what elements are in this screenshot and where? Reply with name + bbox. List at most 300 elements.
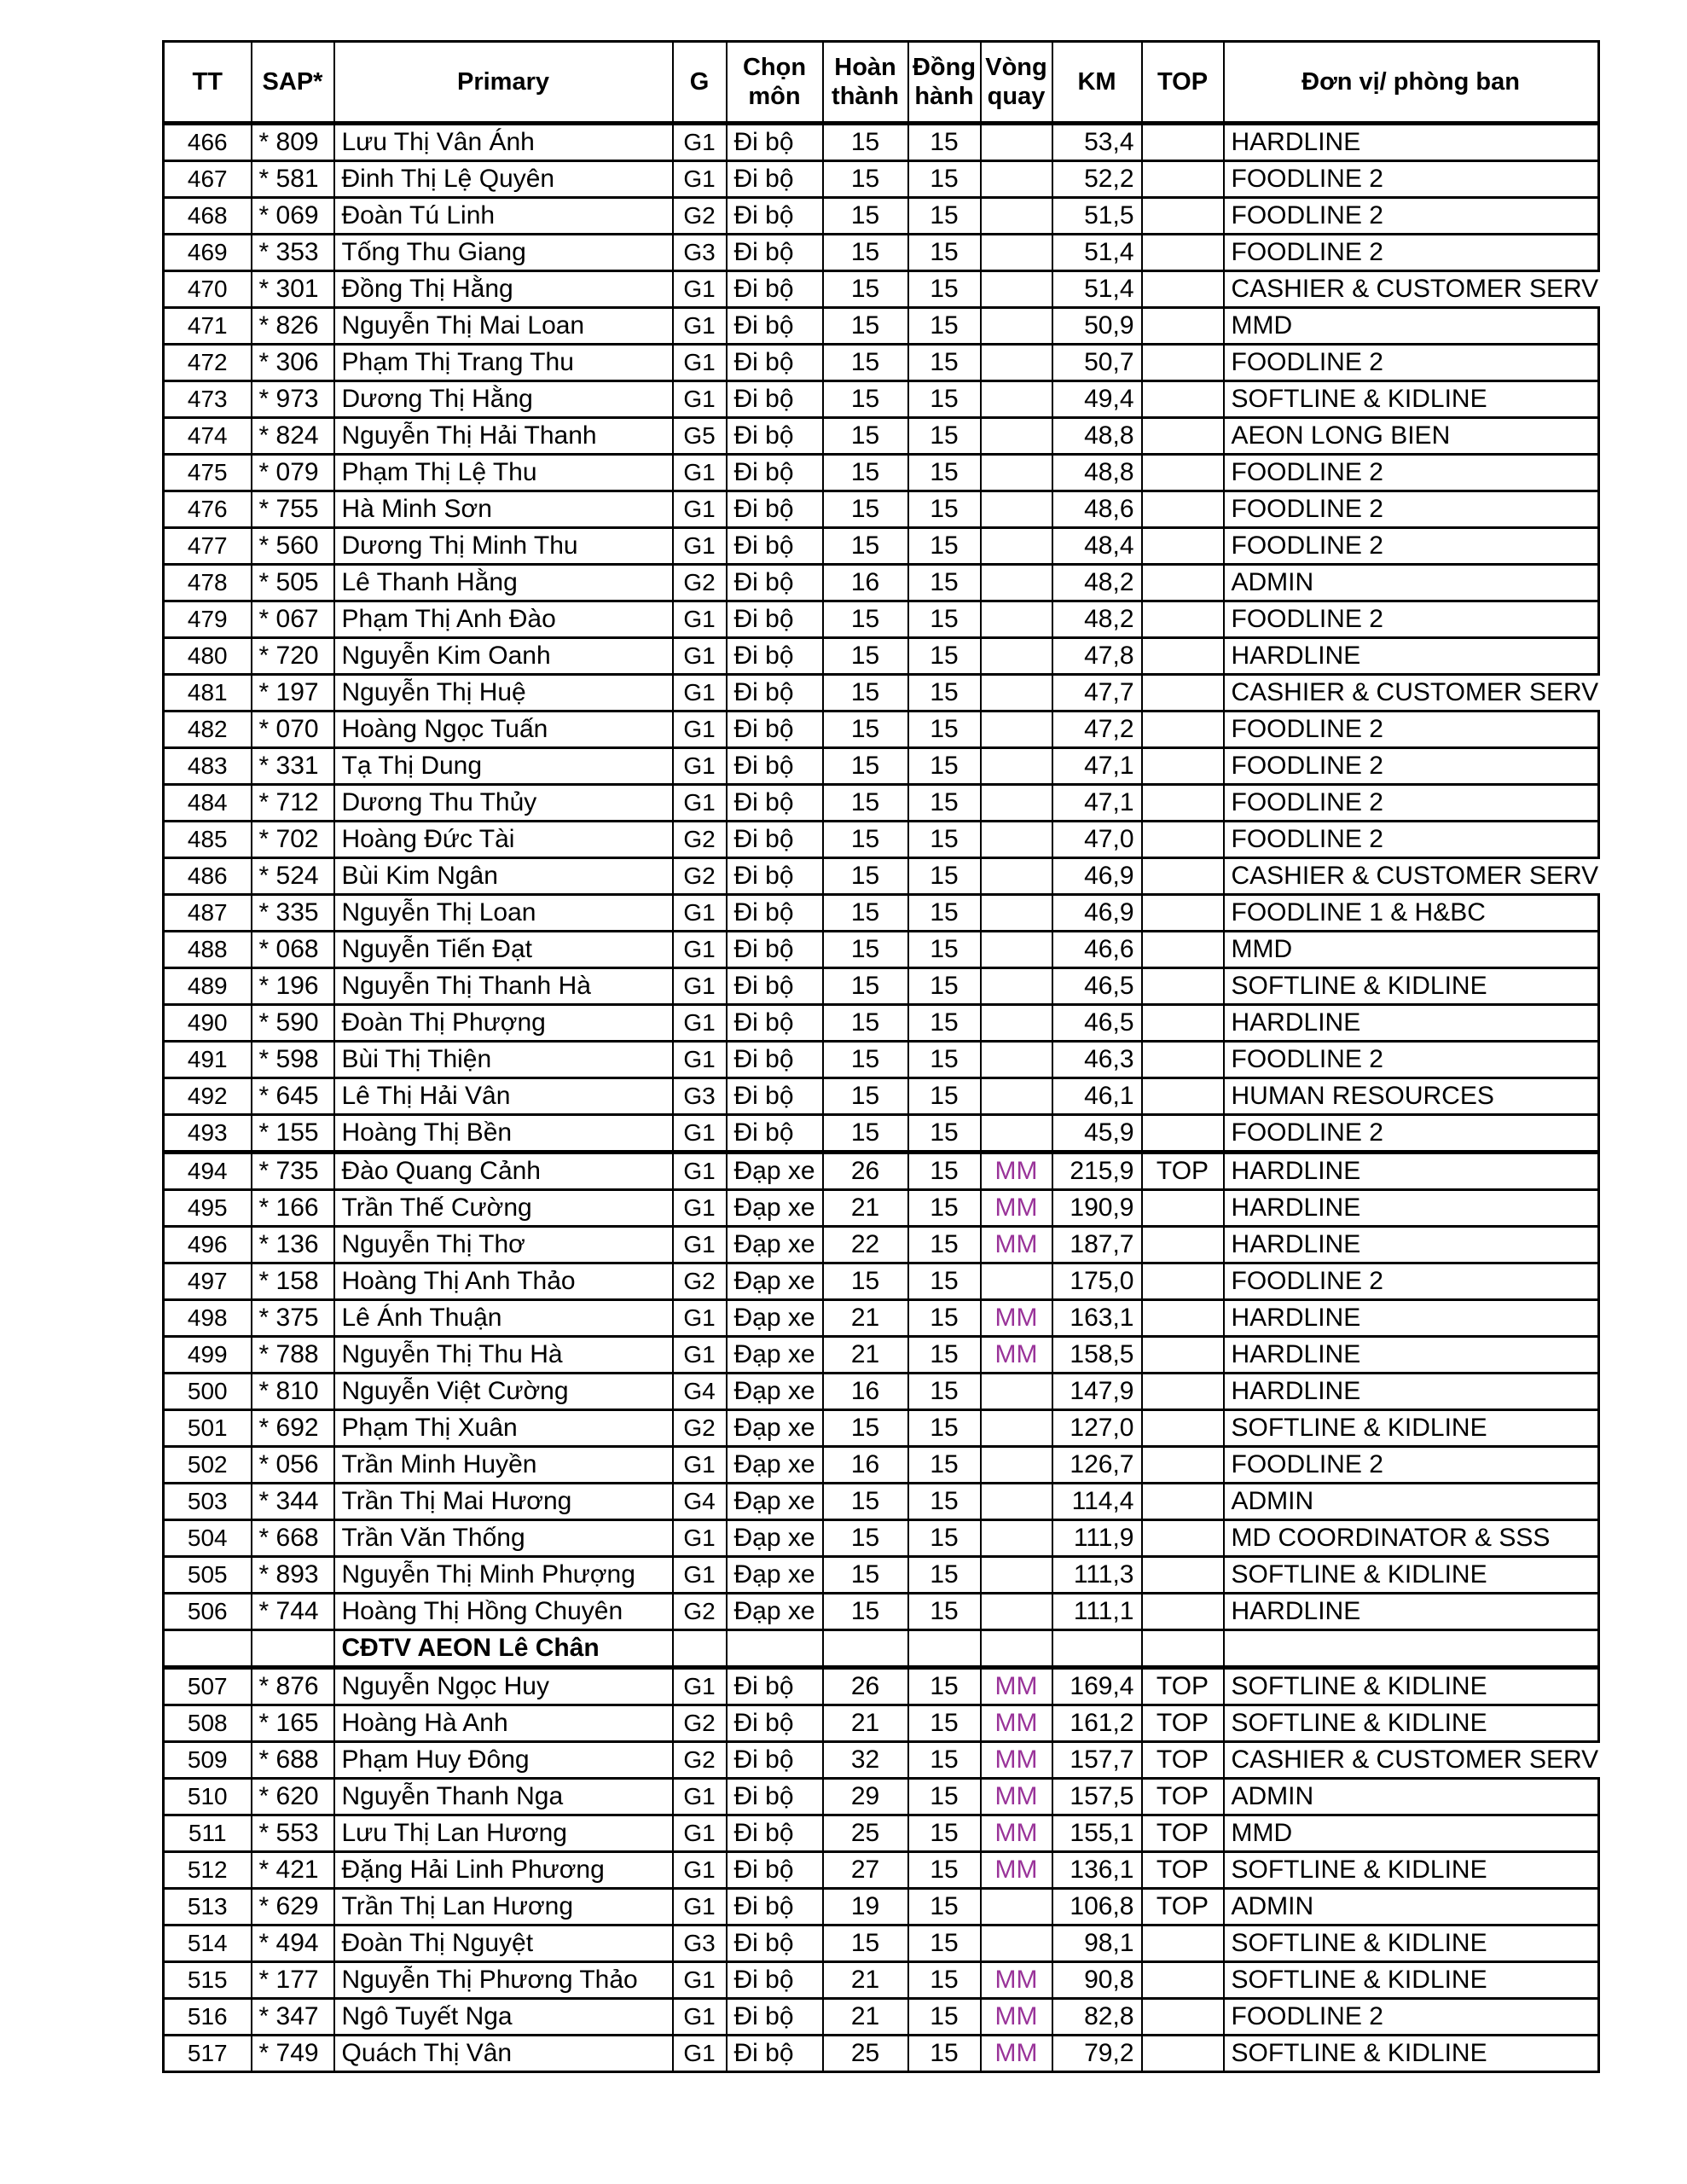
- cell-g: G2: [673, 1742, 727, 1779]
- cell-tt: 489: [164, 968, 252, 1005]
- cell-g: G1: [673, 1153, 727, 1190]
- cell-hoan: 15: [823, 418, 908, 455]
- cell-vong: [981, 1520, 1052, 1557]
- cell-g: G1: [673, 712, 727, 748]
- cell-top: TOP: [1142, 1889, 1224, 1926]
- header-dept: Đơn vị/ phòng ban: [1224, 42, 1599, 124]
- cell-sap: * 421: [252, 1852, 334, 1889]
- cell-tt: 467: [164, 161, 252, 198]
- cell-vong: [981, 1557, 1052, 1594]
- cell-dept: ADMIN: [1224, 1779, 1599, 1815]
- cell-mon: Đi bộ: [727, 968, 823, 1005]
- cell-name: Nguyễn Thị Thơ: [334, 1227, 673, 1263]
- cell-mon: Đi bộ: [727, 1005, 823, 1042]
- cell-tt: 487: [164, 895, 252, 932]
- cell-dong: 15: [908, 345, 981, 381]
- cell-mon: Đi bộ: [727, 271, 823, 308]
- cell-dept: ADMIN: [1224, 1889, 1599, 1926]
- cell-dept: FOODLINE 2: [1224, 1263, 1599, 1300]
- cell-g: G1: [673, 601, 727, 638]
- table-row: [164, 1005, 1599, 1042]
- cell-name: Nguyễn Kim Oanh: [334, 638, 673, 675]
- cell-name: Nguyễn Tiến Đạt: [334, 932, 673, 968]
- cell-hoan: 15: [823, 381, 908, 418]
- cell-vong: [981, 1078, 1052, 1115]
- cell-name: Lê Thanh Hằng: [334, 565, 673, 601]
- table-row: [164, 675, 1599, 712]
- cell-name: Nguyễn Thị Thu Hà: [334, 1337, 673, 1374]
- header-tt: TT: [164, 42, 252, 124]
- cell-dept: FOODLINE 2: [1224, 712, 1599, 748]
- cell-sap: * 824: [252, 418, 334, 455]
- cell-name: Nguyễn Thị Mai Loan: [334, 308, 673, 345]
- cell-km: 215,9: [1052, 1153, 1142, 1190]
- cell-hoan: 15: [823, 858, 908, 895]
- cell-dong: 15: [908, 1668, 981, 1705]
- cell-mon: Đạp xe: [727, 1337, 823, 1374]
- header-top: TOP: [1142, 42, 1224, 124]
- cell-name: Hoàng Đức Tài: [334, 822, 673, 858]
- cell-km: 49,4: [1052, 381, 1142, 418]
- cell-top: [1142, 124, 1224, 161]
- cell-sap: * 165: [252, 1705, 334, 1742]
- cell-mon: Đi bộ: [727, 161, 823, 198]
- cell-dong: 15: [908, 748, 981, 785]
- cell-g: G3: [673, 1078, 727, 1115]
- cell-hoan: 15: [823, 308, 908, 345]
- cell-g: G2: [673, 858, 727, 895]
- cell-name: Hoàng Thị Bền: [334, 1115, 673, 1153]
- cell-sap: * 068: [252, 932, 334, 968]
- cell-sap: * 070: [252, 712, 334, 748]
- cell-g: G2: [673, 1410, 727, 1447]
- cell-km: 47,0: [1052, 822, 1142, 858]
- cell-km: 147,9: [1052, 1374, 1142, 1410]
- cell-mon: Đi bộ: [727, 785, 823, 822]
- cell-km: 136,1: [1052, 1852, 1142, 1889]
- cell-g: G2: [673, 198, 727, 235]
- cell-hoan: 15: [823, 1042, 908, 1078]
- table-row: [164, 1227, 1599, 1263]
- cell-hoan: 15: [823, 1926, 908, 1962]
- cell-dept: SOFTLINE & KIDLINE: [1224, 1926, 1599, 1962]
- table-row: [164, 345, 1599, 381]
- cell-top: TOP: [1142, 1742, 1224, 1779]
- cell-mon: Đi bộ: [727, 1742, 823, 1779]
- cell-km: 98,1: [1052, 1926, 1142, 1962]
- cell-tt: 498: [164, 1300, 252, 1337]
- cell-vong: [981, 161, 1052, 198]
- cell-name: Tống Thu Giang: [334, 235, 673, 271]
- cell-tt: 501: [164, 1410, 252, 1447]
- cell-top: [1142, 1263, 1224, 1300]
- cell-mon: Đi bộ: [727, 1999, 823, 2036]
- cell-g: G5: [673, 418, 727, 455]
- cell-vong: [981, 308, 1052, 345]
- cell-tt: 494: [164, 1153, 252, 1190]
- cell-dong: 15: [908, 455, 981, 491]
- cell-tt: 491: [164, 1042, 252, 1078]
- cell-dept: HARDLINE: [1224, 1005, 1599, 1042]
- cell-g: G1: [673, 1779, 727, 1815]
- cell-km: 48,2: [1052, 565, 1142, 601]
- cell-km: 111,1: [1052, 1594, 1142, 1630]
- cell-vong: [981, 1115, 1052, 1153]
- cell-km: 157,5: [1052, 1779, 1142, 1815]
- cell-sap: * 668: [252, 1520, 334, 1557]
- cell-dong: 15: [908, 198, 981, 235]
- cell-name: Lưu Thị Vân Ánh: [334, 124, 673, 161]
- cell-tt: 483: [164, 748, 252, 785]
- cell-name: Nguyễn Thị Thanh Hà: [334, 968, 673, 1005]
- cell-top: [1142, 638, 1224, 675]
- cell-g: G2: [673, 1705, 727, 1742]
- cell-sap: * 166: [252, 1190, 334, 1227]
- cell-tt: 484: [164, 785, 252, 822]
- cell-mon: Đi bộ: [727, 565, 823, 601]
- cell-tt: 497: [164, 1263, 252, 1300]
- cell-vong: [981, 1042, 1052, 1078]
- cell-dept: HARDLINE: [1224, 1153, 1599, 1190]
- cell-mon: Đạp xe: [727, 1447, 823, 1484]
- cell-dong: 15: [908, 932, 981, 968]
- cell-dong: 15: [908, 1337, 981, 1374]
- cell-name: Trần Thế Cường: [334, 1190, 673, 1227]
- cell-sap: * 720: [252, 638, 334, 675]
- cell-tt: 471: [164, 308, 252, 345]
- cell-g: G1: [673, 1115, 727, 1153]
- cell-mon: Đạp xe: [727, 1227, 823, 1263]
- cell-hoan: 15: [823, 895, 908, 932]
- cell-name: Đinh Thị Lệ Quyên: [334, 161, 673, 198]
- cell-vong: MM: [981, 1815, 1052, 1852]
- header-sap: SAP*: [252, 42, 334, 124]
- table-row: [164, 1668, 1599, 1705]
- cell-hoan: 21: [823, 1300, 908, 1337]
- cell-tt: 472: [164, 345, 252, 381]
- cell-km: 175,0: [1052, 1263, 1142, 1300]
- cell-dept: SOFTLINE & KIDLINE: [1224, 1410, 1599, 1447]
- cell-dong: 15: [908, 712, 981, 748]
- cell-mon: Đạp xe: [727, 1263, 823, 1300]
- cell-vong: [981, 822, 1052, 858]
- cell-top: [1142, 1190, 1224, 1227]
- cell-tt: 517: [164, 2036, 252, 2072]
- table-row: [164, 124, 1599, 161]
- cell-name: Đào Quang Cảnh: [334, 1153, 673, 1190]
- table-row: [164, 748, 1599, 785]
- cell-sap: * 301: [252, 271, 334, 308]
- table-row: [164, 1190, 1599, 1227]
- cell-vong: [981, 1005, 1052, 1042]
- table-row: [164, 1410, 1599, 1447]
- cell-dept: FOODLINE 2: [1224, 785, 1599, 822]
- cell-sap: * 158: [252, 1263, 334, 1300]
- cell-tt: 510: [164, 1779, 252, 1815]
- cell-g: [673, 1630, 727, 1668]
- table-row: [164, 1263, 1599, 1300]
- cell-dong: 15: [908, 1115, 981, 1153]
- cell-sap: * 069: [252, 198, 334, 235]
- cell-tt: 475: [164, 455, 252, 491]
- cell-sap: * 712: [252, 785, 334, 822]
- cell-name: Phạm Huy Đông: [334, 1742, 673, 1779]
- cell-dong: 15: [908, 1410, 981, 1447]
- cell-dept: AEON LONG BIEN: [1224, 418, 1599, 455]
- cell-km: 47,1: [1052, 748, 1142, 785]
- cell-top: [1142, 455, 1224, 491]
- cell-tt: 506: [164, 1594, 252, 1630]
- table-body: [164, 124, 1599, 2072]
- cell-mon: Đi bộ: [727, 455, 823, 491]
- table-row: [164, 418, 1599, 455]
- cell-dong: 15: [908, 1484, 981, 1520]
- cell-name: Ngô Tuyết Nga: [334, 1999, 673, 2036]
- cell-g: G1: [673, 491, 727, 528]
- cell-mon: Đạp xe: [727, 1557, 823, 1594]
- cell-top: [1142, 601, 1224, 638]
- cell-vong: [981, 565, 1052, 601]
- cell-km: 51,4: [1052, 271, 1142, 308]
- table-row: [164, 968, 1599, 1005]
- cell-km: 187,7: [1052, 1227, 1142, 1263]
- header-g: G: [673, 42, 727, 124]
- cell-tt: 511: [164, 1815, 252, 1852]
- cell-tt: 503: [164, 1484, 252, 1520]
- cell-top: [1142, 1374, 1224, 1410]
- cell-g: G2: [673, 565, 727, 601]
- cell-g: G1: [673, 932, 727, 968]
- cell-g: G3: [673, 1926, 727, 1962]
- table-row: [164, 1852, 1599, 1889]
- cell-dong: 15: [908, 1190, 981, 1227]
- cell-dong: 15: [908, 1815, 981, 1852]
- cell-sap: * 702: [252, 822, 334, 858]
- cell-vong: [981, 932, 1052, 968]
- cell-tt: [164, 1630, 252, 1668]
- cell-g: G1: [673, 2036, 727, 2072]
- table-row: [164, 822, 1599, 858]
- cell-vong: [981, 675, 1052, 712]
- cell-km: 46,9: [1052, 858, 1142, 895]
- cell-g: G1: [673, 528, 727, 565]
- cell-hoan: 15: [823, 1520, 908, 1557]
- cell-g: G1: [673, 381, 727, 418]
- cell-dong: 15: [908, 968, 981, 1005]
- cell-mon: Đi bộ: [727, 1115, 823, 1153]
- cell-top: [1142, 1926, 1224, 1962]
- table-row: [164, 565, 1599, 601]
- cell-hoan: 21: [823, 1190, 908, 1227]
- cell-dept: FOODLINE 2: [1224, 1115, 1599, 1153]
- cell-top: [1142, 932, 1224, 968]
- cell-dong: 15: [908, 1447, 981, 1484]
- cell-vong: [981, 1630, 1052, 1668]
- cell-tt: 495: [164, 1190, 252, 1227]
- cell-sap: [252, 1630, 334, 1668]
- cell-hoan: [823, 1630, 908, 1668]
- cell-top: [1142, 712, 1224, 748]
- cell-sap: * 505: [252, 565, 334, 601]
- cell-dept: ADMIN: [1224, 565, 1599, 601]
- cell-km: 46,9: [1052, 895, 1142, 932]
- cell-vong: MM: [981, 1190, 1052, 1227]
- cell-mon: Đi bộ: [727, 2036, 823, 2072]
- cell-dong: 15: [908, 1078, 981, 1115]
- cell-dept: SOFTLINE & KIDLINE: [1224, 1668, 1599, 1705]
- cell-g: G1: [673, 638, 727, 675]
- cell-hoan: 15: [823, 455, 908, 491]
- cell-hoan: 15: [823, 161, 908, 198]
- table-row: [164, 932, 1599, 968]
- cell-dong: 15: [908, 1742, 981, 1779]
- cell-dept: SOFTLINE & KIDLINE: [1224, 968, 1599, 1005]
- cell-top: [1142, 381, 1224, 418]
- cell-dept: CASHIER & CUSTOMER SERV: [1224, 858, 1599, 895]
- table-row: [164, 528, 1599, 565]
- cell-dept: HARDLINE: [1224, 1300, 1599, 1337]
- cell-sap: * 067: [252, 601, 334, 638]
- cell-sap: * 645: [252, 1078, 334, 1115]
- cell-top: [1142, 161, 1224, 198]
- cell-g: G1: [673, 1999, 727, 2036]
- cell-top: [1142, 1078, 1224, 1115]
- cell-dong: 15: [908, 1042, 981, 1078]
- cell-tt: 499: [164, 1337, 252, 1374]
- cell-dong: 15: [908, 601, 981, 638]
- cell-name: Nguyễn Thị Phương Thảo: [334, 1962, 673, 1999]
- cell-top: [1142, 785, 1224, 822]
- cell-km: 79,2: [1052, 2036, 1142, 2072]
- cell-km: 53,4: [1052, 124, 1142, 161]
- cell-dept: CASHIER & CUSTOMER SERV: [1224, 675, 1599, 712]
- cell-vong: [981, 1889, 1052, 1926]
- cell-vong: [981, 601, 1052, 638]
- table-row: [164, 1999, 1599, 2036]
- cell-dept: HARDLINE: [1224, 1374, 1599, 1410]
- cell-hoan: 15: [823, 601, 908, 638]
- cell-tt: 477: [164, 528, 252, 565]
- cell-top: [1142, 1594, 1224, 1630]
- table-row: [164, 1779, 1599, 1815]
- table-row: [164, 601, 1599, 638]
- cell-mon: Đi bộ: [727, 1705, 823, 1742]
- cell-mon: Đi bộ: [727, 381, 823, 418]
- table-row: [164, 1153, 1599, 1190]
- table-row: [164, 1962, 1599, 1999]
- cell-name: Nguyễn Thị Loan: [334, 895, 673, 932]
- cell-name: Lê Thị Hải Vân: [334, 1078, 673, 1115]
- cell-tt: 480: [164, 638, 252, 675]
- cell-dept: HARDLINE: [1224, 1594, 1599, 1630]
- cell-top: [1142, 1520, 1224, 1557]
- cell-dept: FOODLINE 2: [1224, 748, 1599, 785]
- cell-hoan: 15: [823, 968, 908, 1005]
- cell-hoan: 15: [823, 748, 908, 785]
- cell-hoan: 15: [823, 271, 908, 308]
- cell-mon: Đi bộ: [727, 1852, 823, 1889]
- cell-hoan: 21: [823, 1337, 908, 1374]
- cell-hoan: 15: [823, 1078, 908, 1115]
- cell-name: Nguyễn Thanh Nga: [334, 1779, 673, 1815]
- cell-km: 106,8: [1052, 1889, 1142, 1926]
- cell-name: Phạm Thị Lệ Thu: [334, 455, 673, 491]
- cell-vong: [981, 748, 1052, 785]
- table-row: [164, 638, 1599, 675]
- cell-dong: 15: [908, 528, 981, 565]
- cell-hoan: 15: [823, 1594, 908, 1630]
- cell-dept: FOODLINE 1 & H&BC: [1224, 895, 1599, 932]
- cell-hoan: 15: [823, 675, 908, 712]
- cell-top: [1142, 895, 1224, 932]
- cell-km: 48,2: [1052, 601, 1142, 638]
- cell-hoan: 15: [823, 124, 908, 161]
- cell-hoan: 15: [823, 1263, 908, 1300]
- cell-dept: FOODLINE 2: [1224, 1999, 1599, 2036]
- cell-mon: Đi bộ: [727, 1668, 823, 1705]
- table-row: [164, 785, 1599, 822]
- cell-name: CĐTV AEON Lê Chân: [334, 1630, 673, 1668]
- cell-dept: SOFTLINE & KIDLINE: [1224, 1852, 1599, 1889]
- cell-mon: Đi bộ: [727, 932, 823, 968]
- cell-name: Quách Thị Vân: [334, 2036, 673, 2072]
- cell-dong: 15: [908, 858, 981, 895]
- cell-dept: SOFTLINE & KIDLINE: [1224, 2036, 1599, 2072]
- cell-mon: Đi bộ: [727, 124, 823, 161]
- cell-dept: FOODLINE 2: [1224, 198, 1599, 235]
- cell-hoan: 15: [823, 1410, 908, 1447]
- cell-tt: 485: [164, 822, 252, 858]
- cell-hoan: 15: [823, 932, 908, 968]
- cell-tt: 496: [164, 1227, 252, 1263]
- cell-km: 48,8: [1052, 455, 1142, 491]
- table-row: [164, 1926, 1599, 1962]
- cell-dong: 15: [908, 1962, 981, 1999]
- cell-dong: 15: [908, 1705, 981, 1742]
- cell-hoan: 22: [823, 1227, 908, 1263]
- cell-dong: 15: [908, 2036, 981, 2072]
- cell-dept: HARDLINE: [1224, 1337, 1599, 1374]
- cell-dept: HUMAN RESOURCES: [1224, 1078, 1599, 1115]
- cell-g: G1: [673, 1190, 727, 1227]
- cell-top: TOP: [1142, 1668, 1224, 1705]
- cell-g: G2: [673, 1263, 727, 1300]
- cell-vong: [981, 271, 1052, 308]
- table-row: [164, 1078, 1599, 1115]
- header-km: KM: [1052, 42, 1142, 124]
- cell-name: Đoàn Tú Linh: [334, 198, 673, 235]
- cell-name: Dương Thị Hằng: [334, 381, 673, 418]
- cell-vong: [981, 1263, 1052, 1300]
- cell-tt: 505: [164, 1557, 252, 1594]
- cell-km: 46,5: [1052, 1005, 1142, 1042]
- cell-km: 46,6: [1052, 932, 1142, 968]
- cell-name: Đặng Hải Linh Phương: [334, 1852, 673, 1889]
- cell-hoan: 15: [823, 712, 908, 748]
- cell-km: 46,5: [1052, 968, 1142, 1005]
- cell-dong: 15: [908, 1520, 981, 1557]
- cell-tt: 502: [164, 1447, 252, 1484]
- cell-top: TOP: [1142, 1705, 1224, 1742]
- cell-km: 45,9: [1052, 1115, 1142, 1153]
- cell-tt: 507: [164, 1668, 252, 1705]
- cell-dong: 15: [908, 1263, 981, 1300]
- table-row: [164, 2036, 1599, 2072]
- cell-dept: CASHIER & CUSTOMER SERV: [1224, 271, 1599, 308]
- cell-hoan: 27: [823, 1852, 908, 1889]
- cell-tt: 482: [164, 712, 252, 748]
- cell-km: 48,4: [1052, 528, 1142, 565]
